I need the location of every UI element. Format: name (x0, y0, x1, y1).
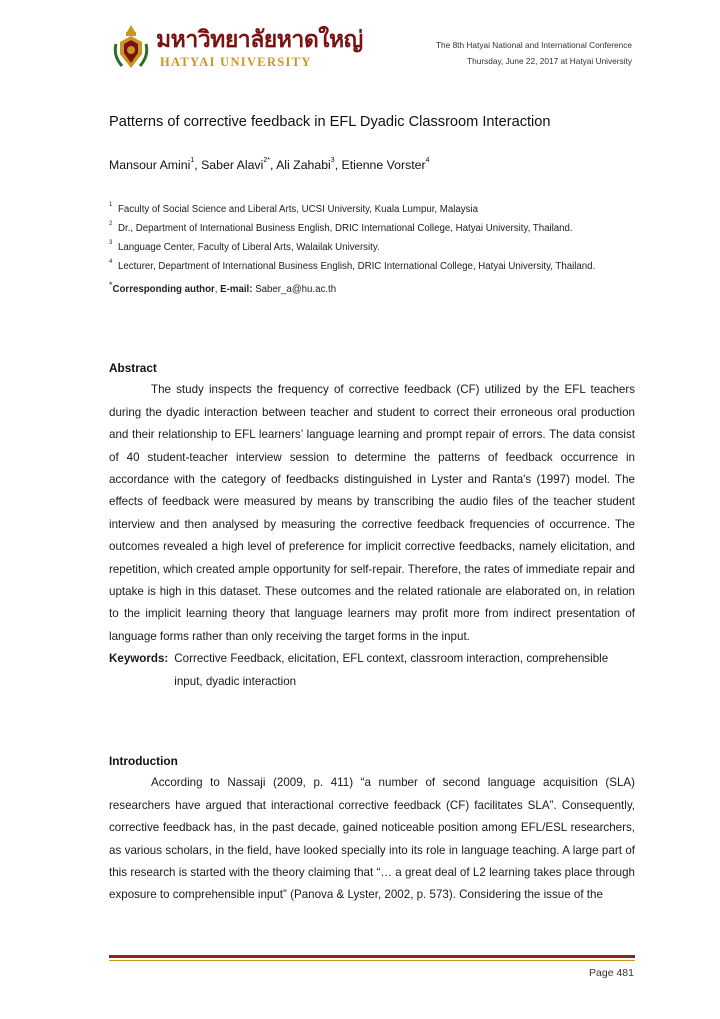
author-sup: 2* (263, 157, 270, 164)
introduction-section (109, 750, 635, 907)
affiliation-item (109, 219, 639, 238)
page-number: Page 481 (589, 967, 634, 979)
author-name: Saber Alavi (201, 158, 264, 172)
author-sup: 4 (425, 157, 430, 164)
affiliation-number: 4 (109, 259, 113, 265)
affiliation-item (109, 238, 639, 257)
author-list: Mansour Amini$^1$, Saber Alavi$^{2*}$, Ali Zahabi$^3$, Etienne Vorster$^4$ (109, 157, 430, 172)
abstract-text: The study inspects the frequency of corrective feedback (CF) utilized by the EFL teachers during the dyadic interaction between teacher and student to correct their erroneous oral production and their relationship to EFL learners’ language learning and prompt repair of errors. The data consist of 40 student-teacher interview session to determine the patterns of feedback occurrence in accordance with the category of feedbacks distinguished in Lyster and Ranta's (1997) model. The effects of feedback were measured by means by transcribing the audio files of the teacher student interview and then analysed by measuring the corrective feedback frequencies of occurrence. The outcomes revealed a high level of preference for implicit corrective feedbacks, namely elicitation, and repetition, which created ample opportunity for self-repair. Therefore, the rates of immediate repair and uptake is high in this dataset. These outcomes and the related rationale are elaborated on, in relation to the implicit learning theory that language learners may profit more from indirect presentation of language forms rather than only receiving the target forms in the input. (109, 383, 635, 643)
affiliation-list (109, 200, 639, 299)
corresponding-author: *Corresponding author, E-mail: Saber_a@hu.ac.th (109, 280, 337, 295)
introduction-text: According to Nassaji (2009, p. 411) “a number of second language acquisition (SLA) researchers have argued that interactional corrective feedback (CF) facilitates SLA”. Consequently, corrective feedback has, in the past decade, gained noticeable position among EFL/ESL researchers, as various scholars, in the field, have looked specially into its role in language teaching. A large part of this research is started with the theory claiming that “… a great deal of L2 learning takes place through exposure to comprehensible input” (Panova & Lyster, 2002, p. 573). Considering the issue of the (109, 776, 635, 902)
conference-name: The 8th Hatyai National and International Conference (435, 40, 632, 50)
author-sup: 3 (330, 157, 335, 164)
author-sup: 1 (190, 157, 195, 164)
affiliation-text: Lecturer, Department of International Business English, DRIC International College, Hatyai University, Thailand. (118, 261, 596, 272)
author-name: Mansour Amini (109, 158, 191, 172)
corresponding-label: Corresponding author (112, 284, 215, 295)
affiliation-text: Dr., Department of International Business English, DRIC International College, Hatyai University, Thailand. (118, 223, 573, 234)
university-logo (112, 24, 363, 70)
corresponding-star: * (109, 280, 113, 290)
paper-title: Patterns of corrective feedback in EFL Dyadic Classroom Interaction (109, 114, 551, 130)
introduction-heading: Introduction (109, 754, 178, 768)
conference-date: Thursday, June 22, 2017 at Hatyai University (467, 56, 632, 66)
abstract-heading: Abstract (109, 361, 157, 375)
affiliation-number: 1 (109, 202, 113, 208)
author-name: Etienne Vorster (341, 158, 426, 172)
affiliation-text: Faculty of Social Science and Liberal Arts, UCSI University, Kuala Lumpur, Malaysia (118, 204, 479, 215)
affiliation-item (109, 200, 639, 219)
logo-english-text: HATYAI UNIVERSITY (160, 55, 312, 69)
affiliation-text: Language Center, Faculty of Liberal Arts, Walailak University. (118, 242, 380, 253)
keywords-text: Corrective Feedback, elicitation, EFL context, classroom interaction, comprehensible input, dyadic interaction (174, 652, 609, 688)
email-label: E-mail: (220, 284, 253, 295)
affiliation-number: 2 (109, 221, 113, 227)
conference-info (436, 37, 632, 69)
abstract-section (109, 357, 635, 693)
logo-thai-text: มหาวิทยาลัยหาดใหญ่ (156, 27, 363, 53)
keywords-label: Keywords: (109, 652, 169, 666)
footer-rule-dark (109, 955, 635, 958)
university-crest-icon (112, 24, 150, 70)
affiliation-number: 3 (109, 240, 113, 246)
footer-rule-gold (109, 960, 635, 961)
corresponding-email: Saber_a@hu.ac.th (255, 284, 337, 295)
keywords (109, 648, 635, 693)
affiliation-item (109, 257, 639, 276)
author-name: Ali Zahabi (276, 158, 331, 172)
